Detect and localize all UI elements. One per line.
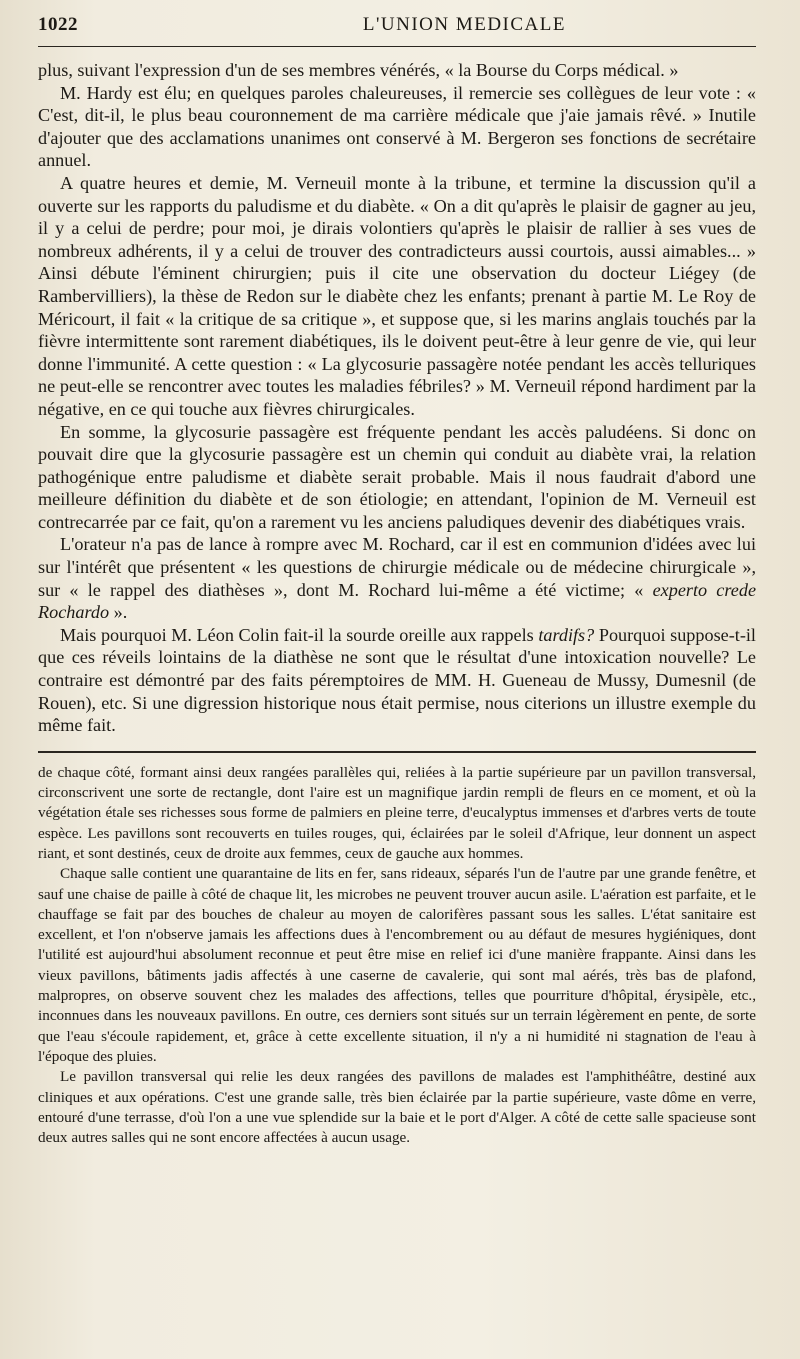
- footnote-paragraph-3: Le pavillon transversal qui relie les deux rangées des pavillons de malades est l'amphithéâtre, destiné aux cliniques et aux opérations. C'est une grande salle, très bien éclairée par la partie supérieure, vaste dôme en verre, entouré d'une terrasse, d'où l'on a une vue splendide sur la baie et le port d'Alger. A côté de cette salle spacieuse sont deux autres salles qui ne sont encore affectées à aucun usage.: [38, 1068, 756, 1147]
- main-text: [38, 59, 756, 737]
- paragraph-1: plus, suivant l'expression d'un de ses membres vénérés, « la Bourse du Corps médical. »: [38, 60, 679, 80]
- paragraph-2: M. Hardy est élu; en quelques paroles chaleureuses, il remercie ses collègues de leur vote : « C'est, dit-il, le plus beau couronnement de ma carrière médicale que j'aie jamais rêvé. » Inutile d'ajouter que des acclamations unanimes ont conservé à M. Bergeron ses fonctions de secrétaire annuel.: [38, 82, 756, 171]
- paragraph-5-end: ».: [109, 602, 128, 623]
- latin-quote: experto crede Rochardo: [38, 579, 757, 623]
- footnote-paragraph-1: de chaque côté, formant ainsi deux rangées parallèles qui, reliées à la partie supérieure par un pavillon transversal, circonscrivent une sorte de rectangle, dont l'aire est un magnifique jardin rempli de fleurs en ce moment, et où la végétation étale ses richesses sous forme de palmiers en pleine terre, d'eucalyptus immenses et d'arbres verts de toute espèce. Les pavillons sont recouverts en tuiles rouges, qui, éclairées par le soleil d'Afrique, leur donnent un aspect riant, et sont destinés, ceux de droite aux femmes, ceux de gauche aux hommes.: [38, 763, 756, 862]
- paragraph-6-rest: Pourquoi suppose-t-il que ces réveils lointains de la diathèse ne sont que le résultat d'une intoxication nouvelle? Le contraire est démontré par des faits péremptoires de MM. H. Gueneau de Mussy, Dumesnil (de Rouen), etc. Si une digression historique nous était permise, nous citerions un illustre exemple du même fait.: [38, 624, 756, 736]
- page-header: [38, 14, 756, 47]
- page-number: 1022: [38, 14, 78, 35]
- paragraph-6-start: Mais pourquoi M. Léon Colin fait-il la sourde oreille aux rappels: [60, 624, 539, 645]
- paragraph-5-text: L'orateur n'a pas de lance à rompre avec M. Rochard, car il est en communion d'idées avec lui sur l'intérêt que présentent « les questions de chirurgie médicale ou de médecine chirurgicale », sur « le rappel des diathèses », dont M. Rochard lui-même a été victime; «: [38, 534, 756, 600]
- paragraph-3: A quatre heures et demie, M. Verneuil monte à la tribune, et termine la discussion qu'il a ouverte sur les rapports du paludisme et du diabète. « On a dit qu'après le plaisir de gagner au jeu, il y a celui de perdre; pour moi, je dirais volontiers qu'après le plaisir de rallier à ses vues de nombreux adhérents, il y a celui de trouver des contradicteurs aussi courtois, aussi aimables... » Ainsi débute l'éminent chirurgien; puis il cite une observation du docteur Liégey (de Rambervilliers), la thèse de Redon sur le diabète chez les enfants; prenant à partie M. Le Roy de Méricourt, il fait « la critique de sa critique », et suppose que, si les marins anglais touchés par la fièvre intermittente sont rarement diabétiques, ils le doivent peut-être à leur genre de vie, qui leur donne l'immunité. A cette question : « La glycosurie passagère notée pendant les accès telluriques ne peut-elle se rencontrer avec toutes les maladies fébriles? » M. Verneuil répond hardiment par la négative, en ce qui touche aux fièvres chirurgicales.: [38, 172, 756, 419]
- paragraph-4: En somme, la glycosurie passagère est fréquente pendant les accès paludéens. Si donc on pouvait dire que la glycosurie passagère est un chemin qui conduit au diabète vrai, la relation pathogénique entre paludisme et diabète serait probable. Mais il nous faudrait d'abord une meilleure définition du diabète et de son étiologie; en attendant, l'opinion de M. Verneuil est contrecarrée par ce fait, qu'on a rarement vu les anciens paludiques devenir des diabétiques vrais.: [38, 421, 756, 532]
- paragraph-6-italic: tardifs?: [538, 624, 595, 645]
- paragraph-6: [38, 624, 756, 737]
- paragraph-5: [38, 533, 756, 623]
- running-title: L'UNION MEDICALE: [362, 14, 566, 35]
- footnote-paragraph-2: Chaque salle contient une quarantaine de lits en fer, sans rideaux, séparés l'un de l'autre par une grande fenêtre, et sauf une chaise de paille à côté de chaque lit, les microbes ne peuvent trouver aucun asile. L'aération est parfaite, et le chauffage se fait par des bouches de chaleur au moyen de calorifères passant sous les salles. L'état sanitaire est excellent, et l'on n'observe jamais les affections dues à l'encombrement ou au défaut de mesures hygiéniques, dont l'utilité est aujourd'hui absolument reconnue et peut être mise en relief ici d'une manière frappante. Ainsi dans les vieux pavillons, bâtiments jadis affectés à une caserne de cavalerie, qui sont mal aérés, très bas de plafond, malpropres, on observe souvent chez les malades des affections, telles que pourriture d'hôpital, érysipèle, etc., inconnues dans les nouveaux pavillons. En outre, ces derniers sont situés sur un terrain légèrement en pente, de sorte que l'eau s'écoule rapidement, et, grâce à cette excellente situation, il n'y a ni humidité ni stagnation de l'eau à l'époque des pluies.: [38, 865, 756, 1065]
- footnote-text: [38, 763, 756, 1149]
- footnote-divider: [38, 751, 756, 753]
